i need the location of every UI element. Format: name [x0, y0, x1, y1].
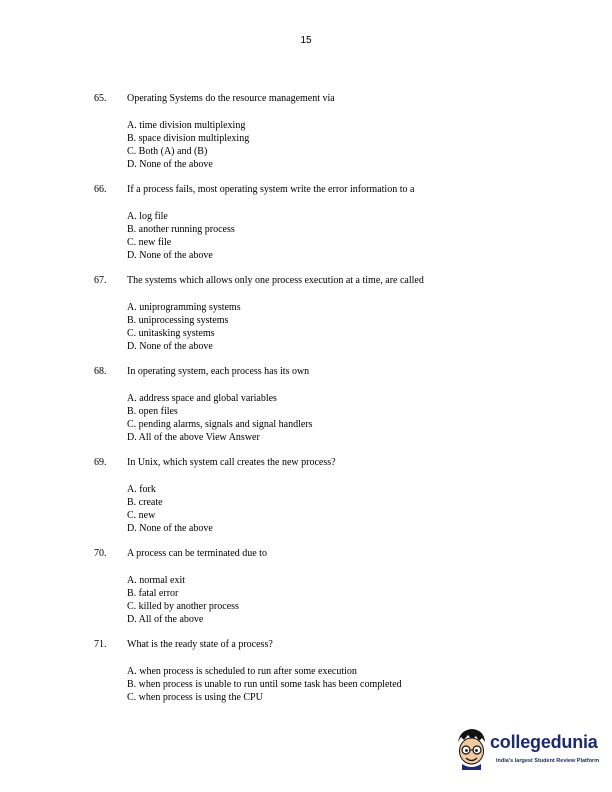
logo-name: collegedunia: [490, 732, 598, 752]
question-number: 68.: [94, 366, 107, 377]
answer-option: D. None of the above: [127, 523, 213, 534]
answer-options: [127, 119, 249, 171]
question-number: 69.: [94, 457, 107, 468]
answer-option: B. fatal error: [127, 588, 179, 599]
question-number: 67.: [94, 275, 107, 286]
question-item: [0, 93, 612, 184]
question-list: [0, 93, 612, 730]
page-number: 15: [300, 35, 312, 46]
question-text: Operating Systems do the resource management via: [127, 93, 335, 104]
logo-tagline: India's largest Student Review Platform: [496, 758, 600, 764]
question-item: [0, 366, 612, 457]
question-text: In operating system, each process has its own: [127, 366, 310, 377]
question-text: A process can be terminated due to: [127, 548, 267, 559]
answer-option: A. uniprogramming systems: [127, 302, 241, 313]
question-number: 65.: [94, 93, 107, 104]
answer-option: C. when process is using the CPU: [127, 692, 263, 703]
answer-option: B. another running process: [127, 224, 235, 235]
question-item: [0, 548, 612, 639]
answer-option: C. new file: [127, 237, 172, 248]
answer-options: [127, 483, 213, 535]
answer-option: A. address space and global variables: [127, 393, 277, 404]
answer-options: [127, 210, 235, 262]
answer-option: A. when process is scheduled to run after some execution: [127, 666, 357, 677]
mascot-face-icon: [454, 726, 488, 770]
answer-option: C. new: [127, 510, 156, 521]
answer-option: D. None of the above: [127, 250, 213, 261]
question-number: 71.: [94, 639, 107, 650]
answer-options: [127, 301, 241, 353]
question-text: What is the ready state of a process?: [127, 639, 273, 650]
answer-option: C. pending alarms, signals and signal handlers: [127, 419, 313, 430]
question-text: If a process fails, most operating system write the error information to a: [127, 184, 415, 195]
answer-options: [127, 574, 239, 626]
answer-option: B. create: [127, 497, 163, 508]
answer-option: C. Both (A) and (B): [127, 146, 208, 157]
answer-option: A. fork: [127, 484, 156, 495]
answer-option: B. open files: [127, 406, 178, 417]
question-item: [0, 457, 612, 548]
answer-option: D. None of the above: [127, 341, 213, 352]
answer-option: D. All of the above View Answer: [127, 432, 260, 443]
answer-option: A. normal exit: [127, 575, 186, 586]
answer-option: B. space division multiplexing: [127, 133, 250, 144]
answer-options: [127, 665, 402, 704]
answer-option: A. log file: [127, 211, 168, 222]
answer-option: D. None of the above: [127, 159, 213, 170]
answer-option: B. uniprocessing systems: [127, 315, 229, 326]
answer-option: B. when process is unable to run until some task has been completed: [127, 679, 402, 690]
question-item: [0, 275, 612, 366]
answer-options: [127, 392, 313, 444]
question-item: [0, 184, 612, 275]
answer-option: C. killed by another process: [127, 601, 239, 612]
collegedunia-logo: [452, 726, 600, 772]
answer-option: A. time division multiplexing: [127, 120, 246, 131]
question-number: 70.: [94, 548, 107, 559]
question-text: The systems which allows only one process execution at a time, are called: [127, 275, 424, 286]
question-text: In Unix, which system call creates the new process?: [127, 457, 336, 468]
answer-option: C. unitasking systems: [127, 328, 215, 339]
question-item: [0, 639, 612, 730]
answer-option: D. All of the above: [127, 614, 204, 625]
question-number: 66.: [94, 184, 107, 195]
